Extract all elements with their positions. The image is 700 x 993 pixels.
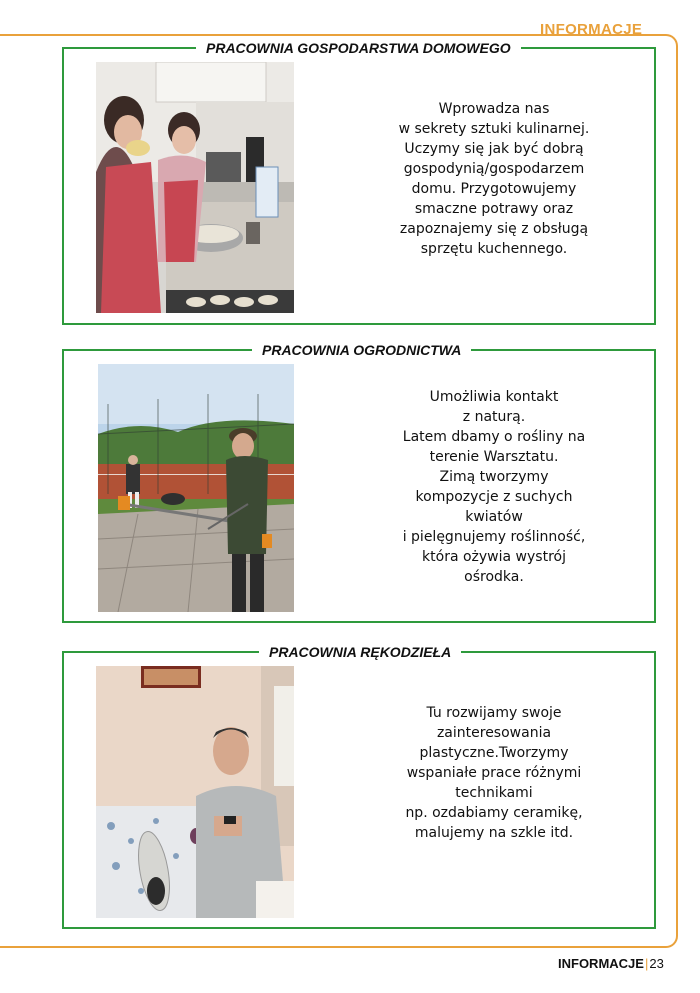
- section-title: PRACOWNIA OGRODNICTWA: [252, 341, 471, 359]
- footer-separator: |: [644, 956, 649, 971]
- page-footer: [558, 956, 664, 971]
- section-description: Tu rozwijamy swoje zainteresowania plastyczne.Tworzymy wspaniałe prace różnymi technikami np. ozdabiamy ceramikę, malujemy na szkle itd.: [405, 705, 583, 841]
- page-number: 23: [649, 956, 664, 971]
- gardening-photo: [98, 364, 294, 612]
- footer-label: INFORMACJE: [558, 956, 644, 971]
- section-header-label: INFORMACJE: [540, 21, 643, 38]
- section-title: PRACOWNIA RĘKODZIEŁA: [259, 643, 461, 661]
- section-description: Umożliwia kontakt z naturą. Latem dbamy o rośliny na terenie Warsztatu. Zimą tworzymy kompozycje z suchych kwiatów i pielęgnujemy roślinność, która ożywia wystrój ośrodka.: [402, 389, 586, 585]
- section-description: Wprowadza nas w sekrety sztuki kulinarnej. Uczymy się jak być dobrą gospodynią/gospodarzem domu. Przygotowujemy smaczne potrawy oraz zapoznajemy się z obsługą sprzętu kuchennego.: [398, 101, 590, 257]
- section-handicraft-workshop: [62, 644, 656, 929]
- kitchen-photo: [96, 62, 294, 313]
- handicraft-photo: [96, 666, 294, 918]
- section-household-workshop: [62, 40, 656, 325]
- section-title: PRACOWNIA GOSPODARSTWA DOMOWEGO: [196, 39, 521, 57]
- section-gardening-workshop: [62, 342, 656, 623]
